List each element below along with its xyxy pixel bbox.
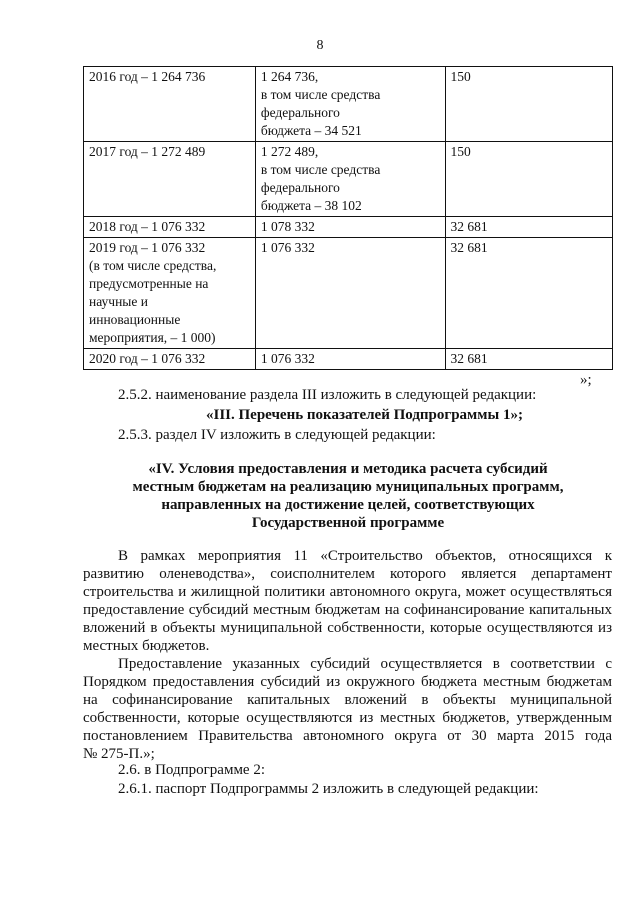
item-2-6-1: 2.6.1. паспорт Подпрограммы 2 изложить в следующей редакции:: [118, 781, 539, 797]
section-iv-heading: [83, 460, 613, 532]
cell-line: 32 681: [450, 351, 488, 366]
cell-line: 2017 год – 1 272 489: [89, 144, 206, 159]
year-total-cell: [84, 142, 256, 217]
cell-line: 2020 год – 1 076 332: [89, 351, 206, 366]
item-2-6: 2.6. в Подпрограмме 2:: [118, 762, 266, 778]
year-total-cell: [84, 217, 256, 238]
paragraph-line: В рамках мероприятия 11 «Строительство объектов, относящихся к: [118, 548, 612, 564]
cell-line: бюджета – 38 102: [260, 198, 362, 213]
heading-line: «IV. Условия предоставления и методика расчета субсидий: [148, 461, 548, 477]
cell-line: 2019 год – 1 076 332: [89, 240, 206, 255]
paragraph-line: строительства и жилищной политики автономного округа, может осуществляться: [83, 584, 612, 600]
cell-line: 1 076 332: [260, 240, 315, 255]
cell-line: в том числе средства: [260, 87, 381, 102]
table-row: [84, 238, 613, 349]
cell-line: федерального: [260, 105, 340, 120]
cell-line: 150: [450, 69, 471, 84]
paragraph-line: предоставление субсидий местным бюджетам на софинансирование капитальных: [83, 602, 612, 618]
funding-cell: [255, 217, 445, 238]
funding-cell: [255, 67, 445, 142]
paragraph-line: вложений в объекты муниципальной собственности, которые осуществляются из: [83, 620, 612, 636]
paragraph-line: на софинансирование капитальных вложений в объекты муниципальной: [83, 692, 612, 708]
indicator-cell: [445, 217, 612, 238]
cell-line: 2018 год – 1 076 332: [89, 219, 206, 234]
paragraph-line: постановлением Правительства автономного округа от 30 марта 2015 года: [83, 728, 612, 744]
indicator-cell: [445, 67, 612, 142]
indicator-cell: [445, 142, 612, 217]
heading-line: направленных на достижение целей, соответствующих: [161, 497, 535, 513]
cell-line: мероприятия, – 1 000): [89, 330, 216, 345]
item-2-5-3: 2.5.3. раздел IV изложить в следующей редакции:: [118, 427, 436, 443]
funding-cell: [255, 142, 445, 217]
table-row: [84, 142, 613, 217]
cell-line: 32 681: [450, 240, 488, 255]
paragraph-measure-11: [83, 547, 612, 655]
cell-line: предусмотренные на: [89, 276, 209, 291]
table-row: [84, 67, 613, 142]
paragraph-subsidy-order: [83, 655, 612, 763]
cell-line: федерального: [260, 180, 340, 195]
paragraph-line: собственности, которые осуществляются из местных бюджетов, утвержденным: [83, 710, 612, 726]
cell-line: (в том числе средства,: [89, 258, 217, 273]
item-2-5-2: 2.5.2. наименование раздела III изложить в следующей редакции:: [118, 387, 537, 403]
heading-line: местным бюджетам на реализацию муниципальных программ,: [132, 479, 564, 495]
paragraph-line: № 275-П.»;: [83, 746, 155, 762]
paragraph-line: местных бюджетов.: [83, 638, 210, 654]
cell-line: в том числе средства: [260, 162, 381, 177]
section-iii-title: «III. Перечень показателей Подпрограммы 1»;: [206, 407, 523, 423]
cell-line: 32 681: [450, 219, 488, 234]
year-total-cell: [84, 349, 256, 370]
paragraph-line: Предоставление указанных субсидий осуществляется в соответствии с: [118, 656, 612, 672]
page-number: 8: [316, 38, 324, 53]
table-row: [84, 217, 613, 238]
cell-line: инновационные: [89, 312, 181, 327]
cell-line: 1 076 332: [260, 351, 315, 366]
table-closing-mark: »;: [580, 372, 592, 388]
cell-line: научные и: [89, 294, 148, 309]
year-total-cell: [84, 238, 256, 349]
cell-line: 1 272 489,: [260, 144, 319, 159]
funding-cell: [255, 349, 445, 370]
table-row: [84, 349, 613, 370]
paragraph-line: Порядком предоставления субсидий из окружного бюджета местным бюджетам: [83, 674, 612, 690]
cell-line: 2016 год – 1 264 736: [89, 69, 206, 84]
indicator-cell: [445, 349, 612, 370]
paragraph-line: развитию оленеводства», соисполнителем которого является департамент: [83, 566, 612, 582]
heading-line: Государственной программе: [251, 515, 445, 531]
year-total-cell: [84, 67, 256, 142]
cell-line: 1 264 736,: [260, 69, 319, 84]
cell-line: 1 078 332: [260, 219, 315, 234]
budget-table: [83, 66, 613, 370]
budget-table-body: [84, 67, 613, 370]
cell-line: 150: [450, 144, 471, 159]
cell-line: бюджета – 34 521: [260, 123, 362, 138]
indicator-cell: [445, 238, 612, 349]
funding-cell: [255, 238, 445, 349]
